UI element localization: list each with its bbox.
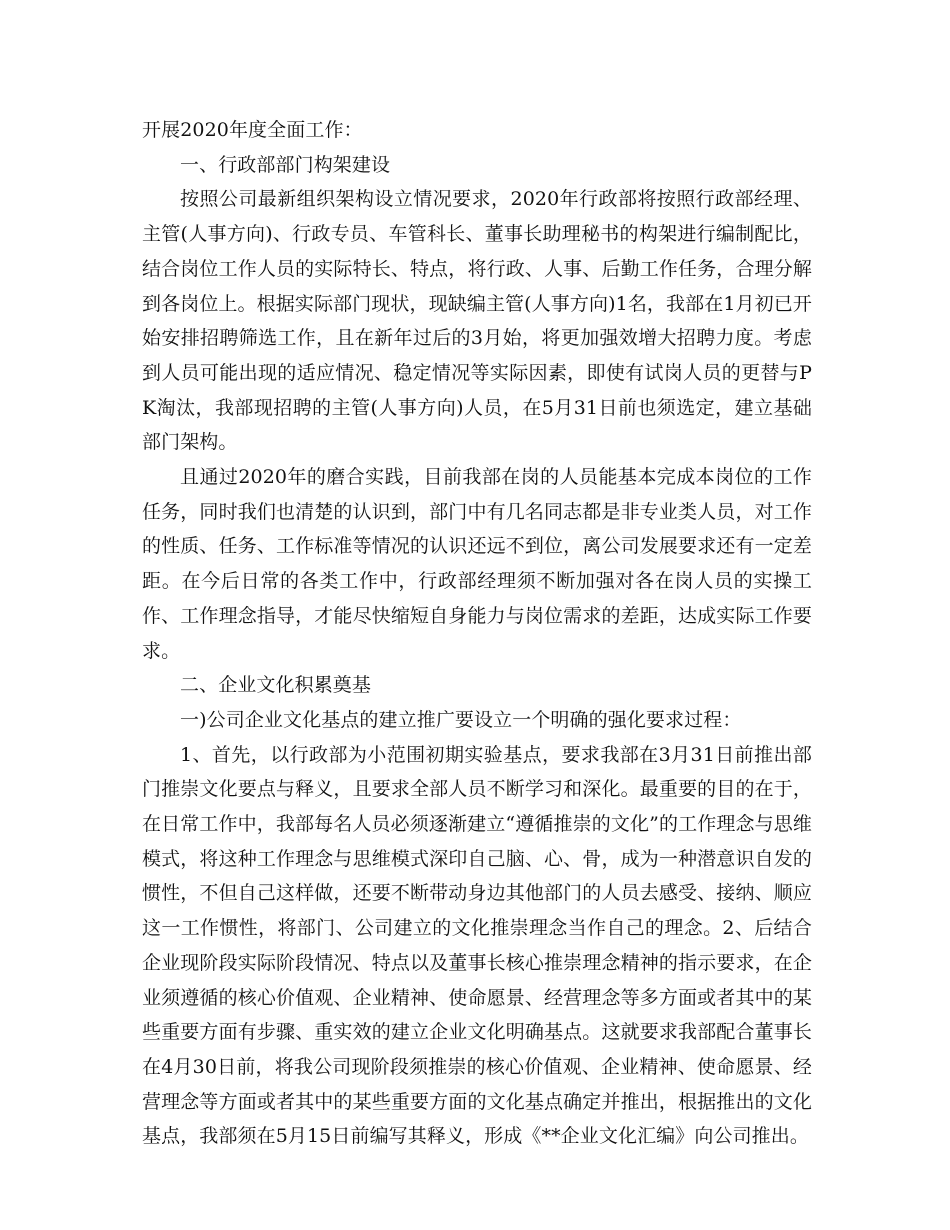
paragraph-structure: 按照公司最新组织架构设立情况要求，2020年行政部将按照行政部经理、主管(人事方向)、行政专员、车管科长、董事长助理秘书的构架进行编制配比，结合岗位工作人员的实际特长、特点，将行政、人事、后勤工作任务，合理分解到各岗位上。根据实际部门现状，现缺编主管(人事方向)1名，我部在1月初已开始安排招聘筛选工作，且在新年过后的3月始，将更加强效增大招聘力度。考虑到人员可能出现的适应情况、稳定情况等实际因素，即使有试岗人员的更替与PK淘汰，我部现招聘的主管(人事方向)人员，在5月31日前也须选定，建立基础部门架构。 xyxy=(142,188,812,454)
section-heading-1: 一、行政部部门构架建设 xyxy=(180,153,391,176)
intro-line: 开展2020年度全面工作： xyxy=(142,119,363,141)
paragraph-practice: 且通过2020年的磨合实践，目前我部在岗的人员能基本完成本岗位的工作任务，同时我们也清楚的认识到，部门中有几名同志都是非专业类人员，对工作的性质、任务、工作标准等情况的认识还远不到位，离公司发展要求还有一定差距。在今后日常的各类工作中，行政部经理须不断加强对各在岗人员的实操工作、工作理念指导，才能尽快缩短自身能力与岗位需求的差距，达成实际工作要求。 xyxy=(142,466,812,662)
subsection-heading-1: 一)公司企业文化基点的建立推广要设立一个明确的强化要求过程： xyxy=(180,708,742,731)
paragraph-culture: 1、首先，以行政部为小范围初期实验基点，要求我部在3月31日前推出部门推崇文化要点与释义，且要求全部人员不断学习和深化。最重要的目的在于，在日常工作中，我部每名人员必须逐渐建立“遵循推崇的文化”的工作理念与思维模式，将这种工作理念与思维模式深印自己脑、心、骨，成为一种潜意识自发的惯性，不但自己这样做，还要不断带动身边其他部门的人员去感受、接纳、顺应这一工作惯性，将部门、公司建立的文化推崇理念当作自己的理念。2、后结合企业现阶段实际阶段情况、特点以及董事长核心推崇理念精神的指示要求，在企业须遵循的核心价值观、企业精神、使命愿景、经营理念等多方面或者其中的某些重要方面有步骤、重实效的建立企业文化明确基点。这就要求我部配合董事长在4月30日前，将我公司现阶段须推崇的核心价值观、企业精神、使命愿景、经营理念等方面或者其中的某些重要方面的文化基点确定并推出，根据推出的文化基点，我部须在5月15日前编写其释义，形成《**企业文化汇编》向公司推出。 xyxy=(142,743,812,1148)
section-heading-2: 二、企业文化积累奠基 xyxy=(180,674,372,697)
document-body xyxy=(142,113,812,1154)
